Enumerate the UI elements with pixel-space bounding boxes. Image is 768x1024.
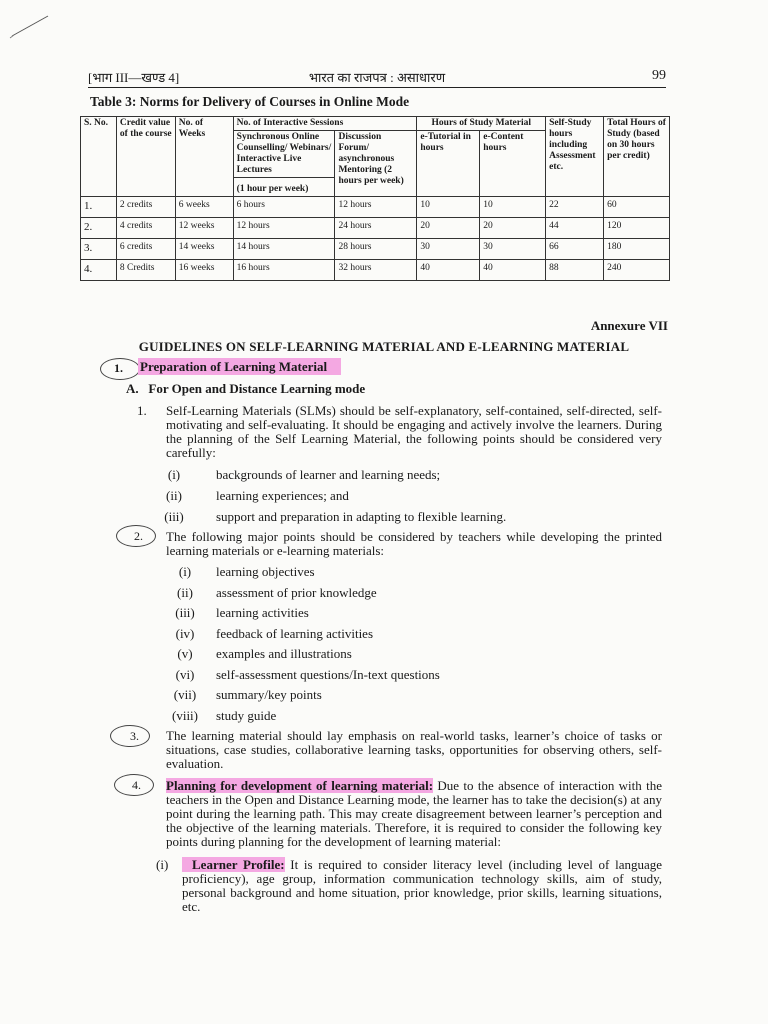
header-gazette-title: भारत का राजपत्र : असाधारण [308, 70, 446, 85]
col-weeks-header: No. of Weeks [175, 117, 233, 197]
cell-discussion: 32 hours [335, 259, 417, 280]
cell-self-study: 44 [546, 217, 604, 238]
section-number: 1. [114, 361, 123, 375]
cell-econtent: 40 [480, 259, 546, 280]
col-interactive-header: No. of Interactive Sessions [233, 117, 417, 131]
col-self-study-header: Self-Study hours including Assessment etc. [546, 117, 604, 197]
list-item-number: (vi) [175, 667, 195, 682]
para-4-bold-lead: Planning for development of learning material: [166, 778, 434, 793]
cell-econtent: 10 [480, 196, 546, 217]
cell-total: 120 [604, 217, 670, 238]
col-sync-note: (1 hour per week) [233, 177, 335, 196]
list-item-text: learning activities [216, 605, 309, 620]
list-item-text: study guide [216, 708, 277, 723]
cell-sno: 3. [81, 238, 117, 259]
learner-profile-body: It is required to consider literacy level (including level of language proficiency), age group, information communication technology skills, aim of study, personal background and home situation, prior knowledge, prior skills, learning situations, etc. [182, 857, 663, 914]
header-rule [88, 87, 666, 88]
col-sync-header: Synchronous Online Counselling/ Webinars/ Interactive Live Lectures [233, 130, 335, 177]
col-credit-header: Credit value of the course [116, 117, 175, 197]
cell-sync: 12 hours [233, 217, 335, 238]
list-item-number: (iii) [175, 605, 195, 620]
cell-discussion: 24 hours [335, 217, 417, 238]
cell-total: 240 [604, 259, 670, 280]
para-3-text: The learning material should lay emphasis on real-world tasks, learner’s choice of tasks or situations, case studies, collaborative learning tasks, opportunities for observing others, self-evaluation. [166, 728, 662, 771]
cell-credit: 2 credits [116, 196, 175, 217]
pen-mark-icon [8, 10, 58, 40]
col-study-material-header: Hours of Study Material [417, 117, 546, 131]
list-item-text: self-assessment questions/In-text questions [216, 667, 440, 682]
para-4-number: 4. [132, 778, 141, 792]
page-number: 99 [652, 68, 666, 83]
cell-etutorial: 40 [417, 259, 480, 280]
para-3-number: 3. [130, 729, 139, 743]
cell-discussion: 28 hours [335, 238, 417, 259]
table-row [81, 238, 670, 259]
list-item-text: feedback of learning activities [216, 626, 374, 641]
header-part-label: [भाग III—खण्ड 4] [88, 70, 180, 85]
cell-sync: 6 hours [233, 196, 335, 217]
list-item-number: (ii) [177, 585, 193, 600]
table-row [81, 259, 670, 280]
col-total-header: Total Hours of Study (based on 30 hours per credit) [604, 117, 670, 197]
col-sno-header: S. No. [81, 117, 117, 197]
list-item-number: (i) [178, 564, 192, 579]
table-title: Table 3: Norms for Delivery of Courses in Online Mode [90, 94, 410, 109]
section-title [138, 360, 341, 374]
para-4-body: Due to the absence of interaction with the teachers in the Open and Distance Learning mode, the learner has to take the decision(s) at any point during the learning path. This may create disagreement between learner’s perception and the objective of the learning materials. Therefore, it is required to consider the following key points during planning for the development of learning material: [166, 778, 663, 849]
subsection-a-heading: A. For Open and Distance Learning mode [126, 381, 366, 396]
cell-sno: 1. [81, 196, 117, 217]
col-discussion-header: Discussion Forum/ asynchronous Mentoring (2 hours per week) [335, 130, 417, 196]
running-header [88, 66, 666, 88]
learner-profile-label: Learner Profile: [182, 857, 285, 872]
para-1-number: 1. [137, 403, 147, 418]
cell-sno: 2. [81, 217, 117, 238]
list-item-number: (ii) [166, 488, 182, 503]
cell-total: 60 [604, 196, 670, 217]
list-item-text: support and preparation in adapting to flexible learning. [216, 509, 507, 524]
cell-sync: 16 hours [233, 259, 335, 280]
para-2-text: The following major points should be considered by teachers while developing the printed learning materials or e-learning materials: [166, 529, 662, 558]
cell-weeks: 16 weeks [175, 259, 233, 280]
section-title-text: Preparation of Learning Material [138, 358, 341, 375]
cell-credit: 8 Credits [116, 259, 175, 280]
cell-total: 180 [604, 238, 670, 259]
cell-credit: 4 credits [116, 217, 175, 238]
cell-self-study: 22 [546, 196, 604, 217]
norms-table [80, 116, 670, 281]
cell-weeks: 6 weeks [175, 196, 233, 217]
cell-self-study: 66 [546, 238, 604, 259]
cell-sync: 14 hours [233, 238, 335, 259]
cell-etutorial: 30 [417, 238, 480, 259]
sub-item-number: (i) [156, 857, 169, 872]
cell-weeks: 12 weeks [175, 217, 233, 238]
list-item-number: (v) [177, 646, 193, 661]
list-item-text: assessment of prior knowledge [216, 585, 377, 600]
table-row [81, 217, 670, 238]
list-item-text: examples and illustrations [216, 646, 352, 661]
cell-weeks: 14 weeks [175, 238, 233, 259]
cell-econtent: 20 [480, 217, 546, 238]
para-2-number: 2. [134, 529, 143, 543]
learner-profile-text [182, 858, 662, 914]
col-econtent-header: e-Content hours [480, 130, 546, 196]
cell-discussion: 12 hours [335, 196, 417, 217]
list-item-number: (vii) [173, 687, 197, 702]
list-item-text: learning objectives [216, 564, 315, 579]
cell-self-study: 88 [546, 259, 604, 280]
list-item-text: summary/key points [216, 687, 322, 702]
list-item-number: (iii) [164, 509, 184, 524]
list-item-text: backgrounds of learner and learning needs; [216, 467, 441, 482]
cell-econtent: 30 [480, 238, 546, 259]
guidelines-heading: GUIDELINES ON SELF-LEARNING MATERIAL AND E-LEARNING MATERIAL [138, 339, 630, 354]
list-item-text: learning experiences; and [216, 488, 349, 503]
cell-etutorial: 10 [417, 196, 480, 217]
annexure-label: Annexure VII [590, 318, 668, 333]
table-row [81, 196, 670, 217]
table-header-row [81, 117, 670, 131]
list-item-number: (iv) [175, 626, 195, 641]
col-etutorial-header: e-Tutorial in hours [417, 130, 480, 196]
para-4-text [166, 779, 662, 849]
list-item-number: (viii) [172, 708, 198, 723]
list-item-number: (i) [167, 467, 181, 482]
cell-etutorial: 20 [417, 217, 480, 238]
cell-sno: 4. [81, 259, 117, 280]
para-1-text: Self-Learning Materials (SLMs) should be self-explanatory, self-contained, self-directed, self-motivating and self-evaluating. It should be engaging and actively involve the learners. During the planning of the Self Learning Material, the following points should be considered very carefully: [166, 403, 662, 460]
cell-credit: 6 credits [116, 238, 175, 259]
